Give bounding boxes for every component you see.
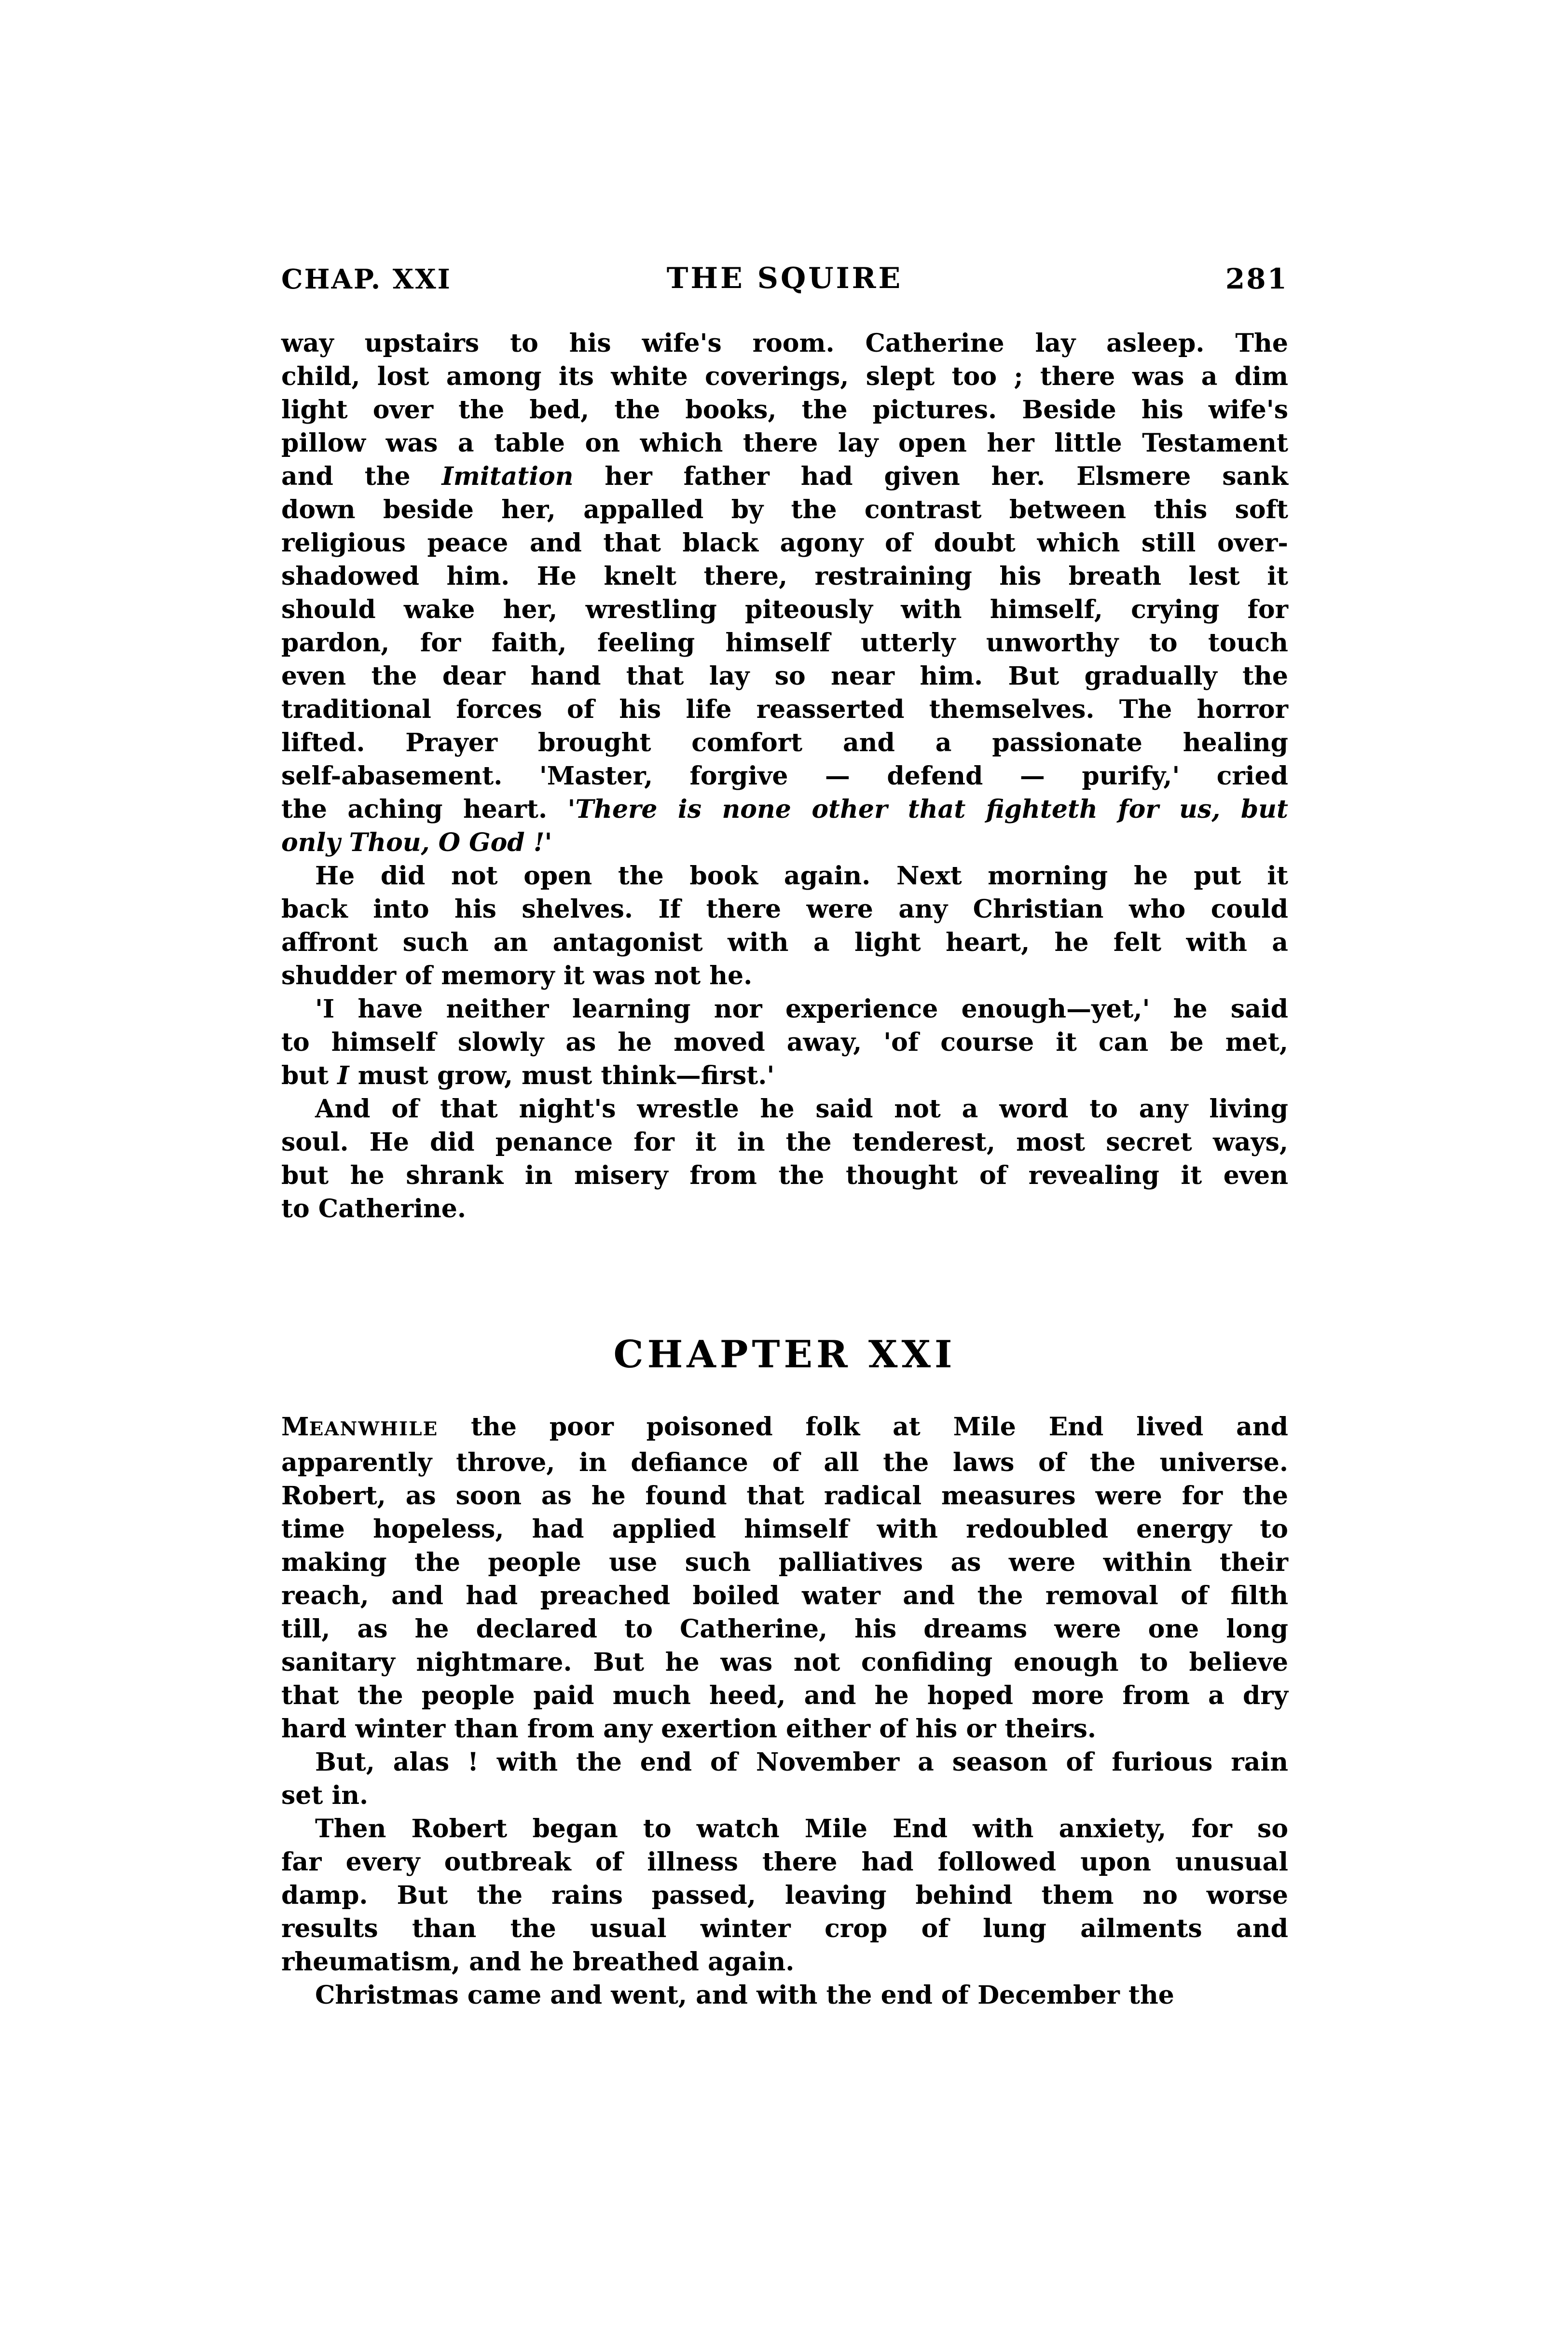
chapter-label: CHAP. XXI [281,263,452,295]
text-line: far every outbreak of illness there had followed upon unusual [281,1847,1288,1877]
text-line: hard winter than from any exertion either of his or theirs. [281,1714,1097,1744]
text-line: set in. [281,1781,369,1810]
paragraph [281,1746,1288,1812]
paragraph [281,1092,1288,1225]
paragraph [281,1812,1288,1979]
text-line: sanitary nightmare. But he was not confiding enough to believe [281,1648,1288,1677]
text-line: light over the bed, the books, the pictures. Beside his wife's [281,395,1288,425]
chapter-heading: CHAPTER XXI [613,1333,956,1376]
text-line: And of that night's wrestle he said not a word to any living [315,1094,1288,1124]
text-line: child, lost among its white coverings, slept too ; there was a dim [281,362,1288,391]
paragraph [281,327,1288,859]
body-text-section-1 [281,327,1288,1225]
text-line: religious peace and that black agony of doubt which still over- [281,528,1288,558]
text-line: but I must grow, must think—first.' [281,1061,775,1090]
text-line: results than the usual winter crop of lung ailments and [281,1914,1288,1943]
text-line: Christmas came and went, and with the end of December the [315,1981,1174,2010]
text-line: should wake her, wrestling piteously with himself, crying for [281,595,1288,624]
text-line: But, alas ! with the end of November a season of furious rain [315,1747,1288,1777]
text-line: down beside her, appalled by the contrast between this soft [281,495,1288,524]
text-line: till, as he declared to Catherine, his dreams were one long [281,1614,1288,1644]
text-line: soul. He did penance for it in the tenderest, most secret ways, [281,1128,1288,1157]
text-line: rheumatism, and he breathed again. [281,1947,795,1977]
text-line: shudder of memory it was not he. [281,961,753,990]
text-line: shadowed him. He knelt there, restraining his breath lest it [281,562,1288,591]
paragraph [281,992,1288,1092]
text-line: pillow was a table on which there lay open her little Testament [281,428,1288,458]
text-line: 'I have neither learning nor experience enough—yet,' he said [315,994,1288,1024]
text-line: to himself slowly as he moved away, 'of course it can be met, [281,1028,1288,1057]
text-line: MEANWHILE the poor poisoned folk at Mile End lived and [281,1412,1288,1442]
text-line: affront such an antagonist with a light heart, he felt with a [281,928,1288,957]
text-line: and the Imitation her father had given her. Elsmere sank [281,462,1288,491]
text-line: self-abasement. 'Master, forgive — defend — purify,' cried [281,761,1288,791]
text-line: even the dear hand that lay so near him. But gradually the [281,661,1288,691]
paragraph [281,1979,1288,2012]
text-line: back into his shelves. If there were any Christian who could [281,894,1288,924]
text-line: reach, and had preached boiled water and the removal of filth [281,1581,1288,1610]
text-line: to Catherine. [281,1194,466,1224]
text-line: making the people use such palliatives as were within their [281,1548,1288,1577]
text-line: time hopeless, had applied himself with redoubled energy to [281,1514,1288,1544]
text-line: way upstairs to his wife's room. Catherine lay asleep. The [281,329,1288,358]
text-line: apparently throve, in defiance of all the laws of the universe. [281,1448,1288,1477]
running-title: THE SQUIRE [666,261,903,295]
text-line: traditional forces of his life reasserted themselves. The horror [281,695,1288,724]
page-header [281,0,1288,309]
text-line: the aching heart. 'There is none other that fighteth for us, but [281,795,1288,824]
paragraph [281,859,1288,992]
text-line: pardon, for faith, feeling himself utterly unworthy to touch [281,628,1288,658]
paragraph [281,1410,1288,1746]
text-line: Robert, as soon as he found that radical measures were for the [281,1481,1288,1511]
page-number: 281 [1225,262,1288,295]
text-line: only Thou, O God !' [281,828,552,857]
text-line: damp. But the rains passed, leaving behind them no worse [281,1881,1288,1910]
small-caps-text: EANWHILE [309,1418,439,1440]
text-line: that the people paid much heed, and he hoped more from a dry [281,1681,1288,1710]
text-line: Then Robert began to watch Mile End with anxiety, for so [315,1814,1288,1843]
text-line: He did not open the book again. Next morning he put it [315,861,1288,891]
body-text-section-2 [281,1410,1288,2012]
text-line: but he shrank in misery from the thought of revealing it even [281,1161,1288,1190]
text-line: lifted. Prayer brought comfort and a passionate healing [281,728,1288,757]
